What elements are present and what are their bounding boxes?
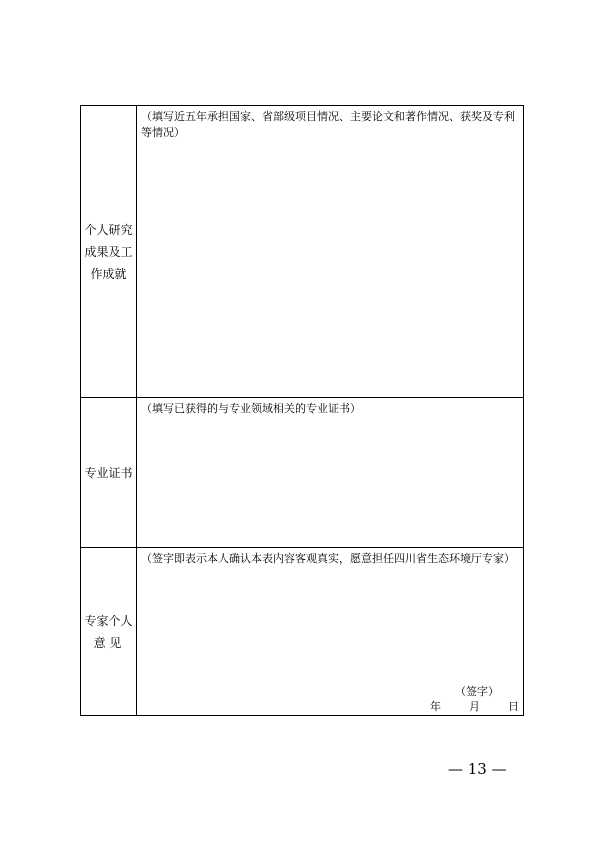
achievements-hint: （填写近五年承担国家、省部级项目情况、主要论文和著作情况、获奖及专利等情况） <box>141 110 515 139</box>
label-line: 作成就 <box>90 266 127 281</box>
label-line: 成果及工 <box>84 244 133 259</box>
page-number: — 13 — <box>448 760 507 778</box>
label-char: 见 <box>109 635 122 650</box>
signature-label: （签字） <box>455 685 499 698</box>
label-line: 个人研究 <box>84 222 133 237</box>
date-day: 日 <box>508 700 519 713</box>
label-certificates <box>81 398 137 548</box>
certificates-hint: （填写已获得的与专业领域相关的专业证书） <box>141 402 361 415</box>
label-line-split <box>81 632 136 654</box>
row-certificates <box>81 398 524 548</box>
date-year: 年 <box>430 700 441 713</box>
label-line: 专家个人 <box>84 613 133 628</box>
row-achievements <box>81 106 524 398</box>
label-char: 意 <box>93 635 106 650</box>
label-opinion <box>81 548 137 716</box>
label-achievements <box>81 106 137 398</box>
certificates-input-area[interactable] <box>137 398 524 548</box>
row-opinion <box>81 548 524 716</box>
achievements-input-area[interactable] <box>137 106 524 398</box>
label-line: 专业证书 <box>84 465 133 480</box>
opinion-hint: （签字即表示本人确认本表内容客观真实，愿意担任四川省生态环境厅专家） <box>141 552 515 565</box>
date-month: 月 <box>469 700 480 713</box>
opinion-input-area[interactable] <box>137 548 524 716</box>
expert-application-form-table <box>80 105 524 716</box>
date-line <box>430 698 519 714</box>
